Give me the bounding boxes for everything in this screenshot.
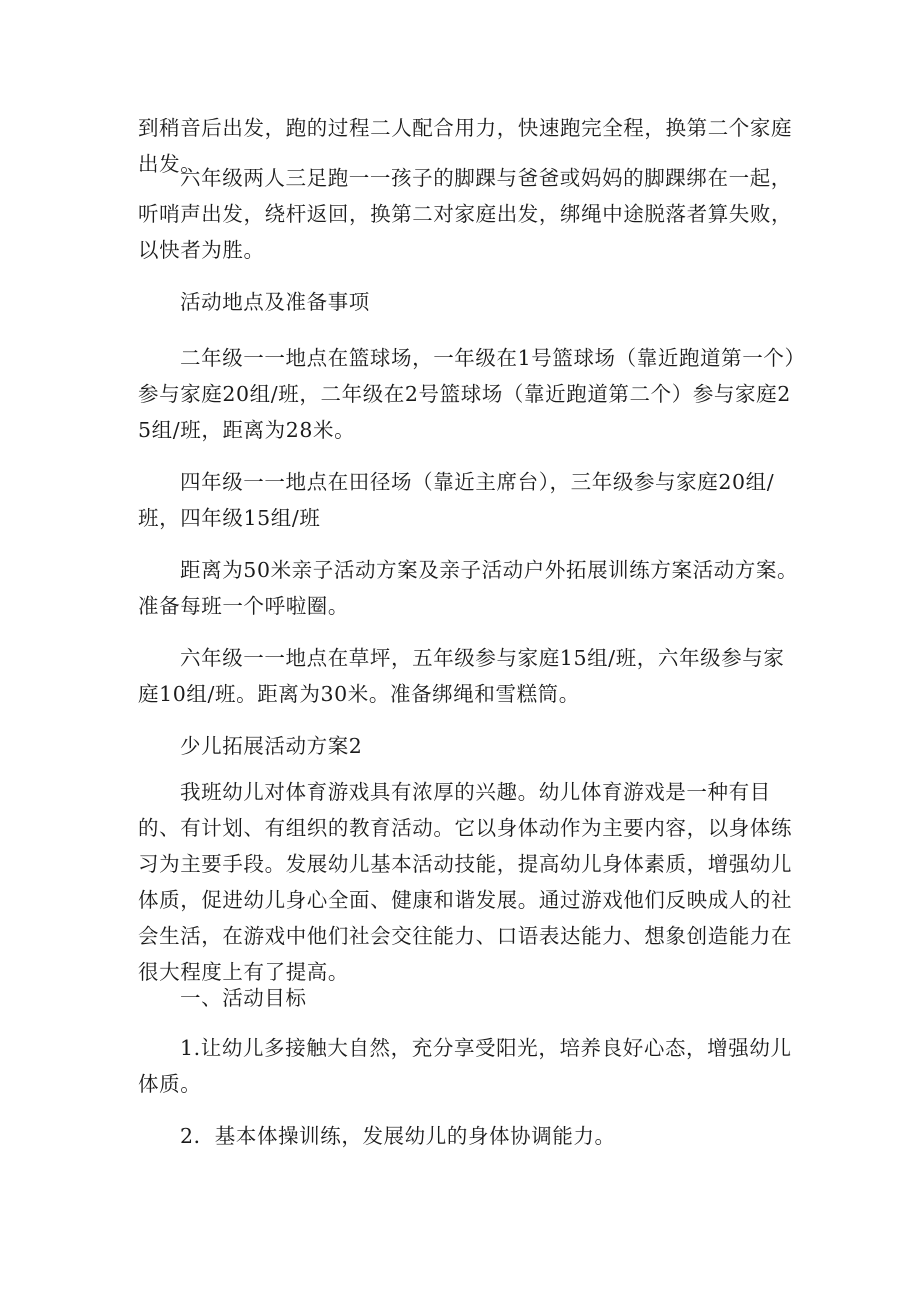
paragraph-grade-two-venue: 二年级一一地点在篮球场，一年级在1号篮球场（靠近跑道第一个）参与家庭20组/班，二年级在2号篮球场（靠近跑道第二个）参与家庭25组/班，距离为28米。 [138,346,796,442]
paragraph-continuation: 到稍音后出发，跑的过程二人配合用力，快速跑完全程，换第二个家庭出发。 [138,116,793,176]
paragraph-distance-hula-hoop: 距离为50米亲子活动方案及亲子活动户外拓展训练方案活动方案。准备每班一个呼啦圈。 [138,558,799,618]
section-heading-plan-2: 少儿拓展活动方案2 [180,734,363,758]
section-heading-venue: 活动地点及准备事项 [180,290,370,314]
paragraph-grade-six-venue: 六年级一一地点在草坪，五年级参与家庭15组/班，六年级参与家庭10组/班。距离为30米。准备绑绳和雪糕筒。 [138,646,785,706]
list-item-objective-1: 1.让幼儿多接触大自然，充分享受阳光，培养良好心态，增强幼儿体质。 [138,1036,792,1096]
paragraph-three-legged-race: 六年级两人三足跑一一孩子的脚踝与爸爸或妈妈的脚踝绑在一起，听哨声出发，绕杆返回，换第二对家庭出发，绑绳中途脱落者算失败，以快者为胜。 [138,166,793,262]
section-heading-objectives: 一、活动目标 [180,986,307,1010]
list-item-objective-2: 2．基本体操训练，发展幼儿的身体协调能力。 [180,1124,616,1148]
paragraph-grade-four-venue: 四年级一一地点在田径场（靠近主席台），三年级参与家庭20组/班，四年级15组/班 [138,470,775,530]
paragraph-intro-sports-games: 我班幼儿对体育游戏具有浓厚的兴趣。幼儿体育游戏是一种有目的、有计划、有组织的教育活动。它以身体动作为主要内容，以身体练习为主要手段。发展幼儿基本活动技能，提高幼儿身体素质，增强幼儿体质，促进幼儿身心全面、健康和谐发展。通过游戏他们反映成人的社会生活，在游戏中他们社会交往能力、口语表达能力、想象创造能力在很大程度上有了提高。 [138,780,793,984]
